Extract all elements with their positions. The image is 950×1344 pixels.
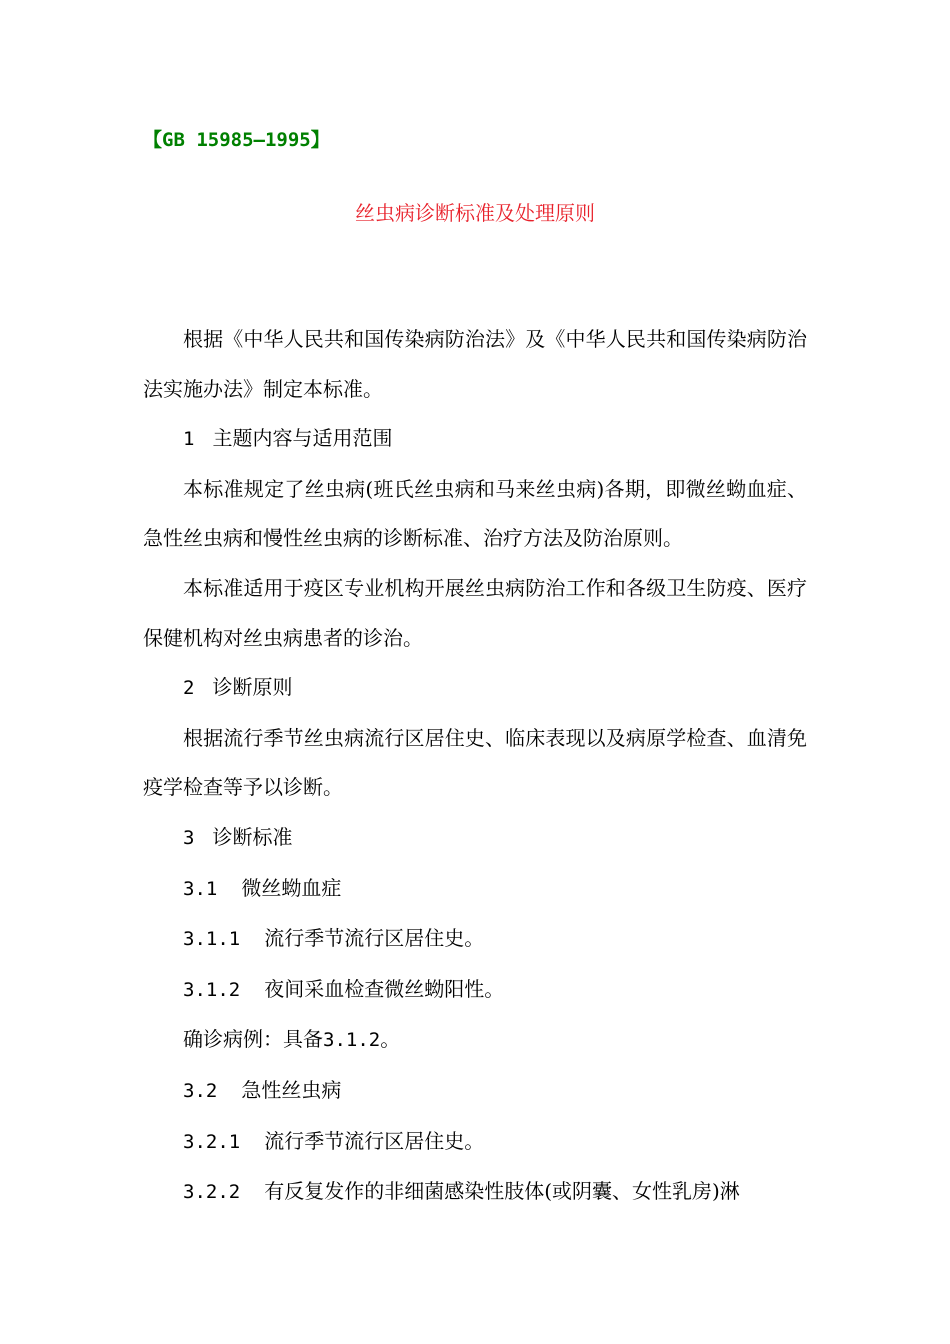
section-2-heading <box>143 663 807 714</box>
section-1-heading <box>143 414 807 465</box>
confirmed-case-ref: 3.1.2 <box>323 1029 381 1052</box>
section-heading-text: 急性丝虫病 <box>241 1077 342 1102</box>
section-3-1-heading <box>143 864 807 915</box>
section-heading-text: 微丝蚴血症 <box>241 875 342 900</box>
standard-code: 【GB 15985—1995】 <box>143 129 330 151</box>
item-number: 3.1.2 <box>183 978 241 1001</box>
intro-paragraph: 根据《中华人民共和国传染病防治法》及《中华人民共和国传染病防治法实施办法》制定本标准。 <box>143 327 807 401</box>
item-text: 夜间采血检查微丝蚴阳性。 <box>264 976 505 1001</box>
section-number: 3.2 <box>183 1079 218 1102</box>
section-heading-text: 诊断标准 <box>212 824 293 849</box>
confirmed-case-line <box>143 1015 807 1066</box>
item-number: 3.1.1 <box>183 928 241 951</box>
section-heading-text: 诊断原则 <box>212 675 293 700</box>
document-body <box>143 315 807 1218</box>
item-3-2-2 <box>143 1167 807 1218</box>
item-number: 3.2.2 <box>183 1181 241 1204</box>
section-1-paragraph-2: 本标准适用于疫区专业机构开展丝虫病防治工作和各级卫生防疫、医疗保健机构对丝虫病患者的诊治。 <box>143 575 807 650</box>
section-3-2-heading <box>143 1066 807 1117</box>
document-title: 丝虫病诊断标准及处理原则 <box>355 201 595 225</box>
item-text: 有反复发作的非细菌感染性肢体(或阴囊、女性乳房)淋 <box>264 1179 740 1204</box>
confirmed-case-label: 确诊病例：具备 <box>183 1027 323 1052</box>
item-text: 流行季节流行区居住史。 <box>264 926 485 951</box>
section-2-paragraph-1: 根据流行季节丝虫病流行区居住史、临床表现以及病原学检查、血清免疫学检查等予以诊断。 <box>143 725 807 800</box>
section-3-heading <box>143 813 807 864</box>
section-number: 2 <box>183 677 195 700</box>
section-number: 3 <box>183 826 195 849</box>
item-3-1-1 <box>143 914 807 965</box>
section-number: 3.1 <box>183 877 218 900</box>
item-number: 3.2.1 <box>183 1130 241 1153</box>
section-number: 1 <box>183 428 195 451</box>
confirmed-case-end: 。 <box>380 1027 401 1052</box>
item-3-1-2 <box>143 965 807 1016</box>
item-text: 流行季节流行区居住史。 <box>264 1128 485 1153</box>
item-3-2-1 <box>143 1117 807 1168</box>
section-1-paragraph-1: 本标准规定了丝虫病(班氏丝虫病和马来丝虫病)各期，即微丝蚴血症、急性丝虫病和慢性丝虫病的诊断标准、治疗方法及防治原则。 <box>143 476 807 551</box>
section-heading-text: 主题内容与适用范围 <box>212 426 393 451</box>
